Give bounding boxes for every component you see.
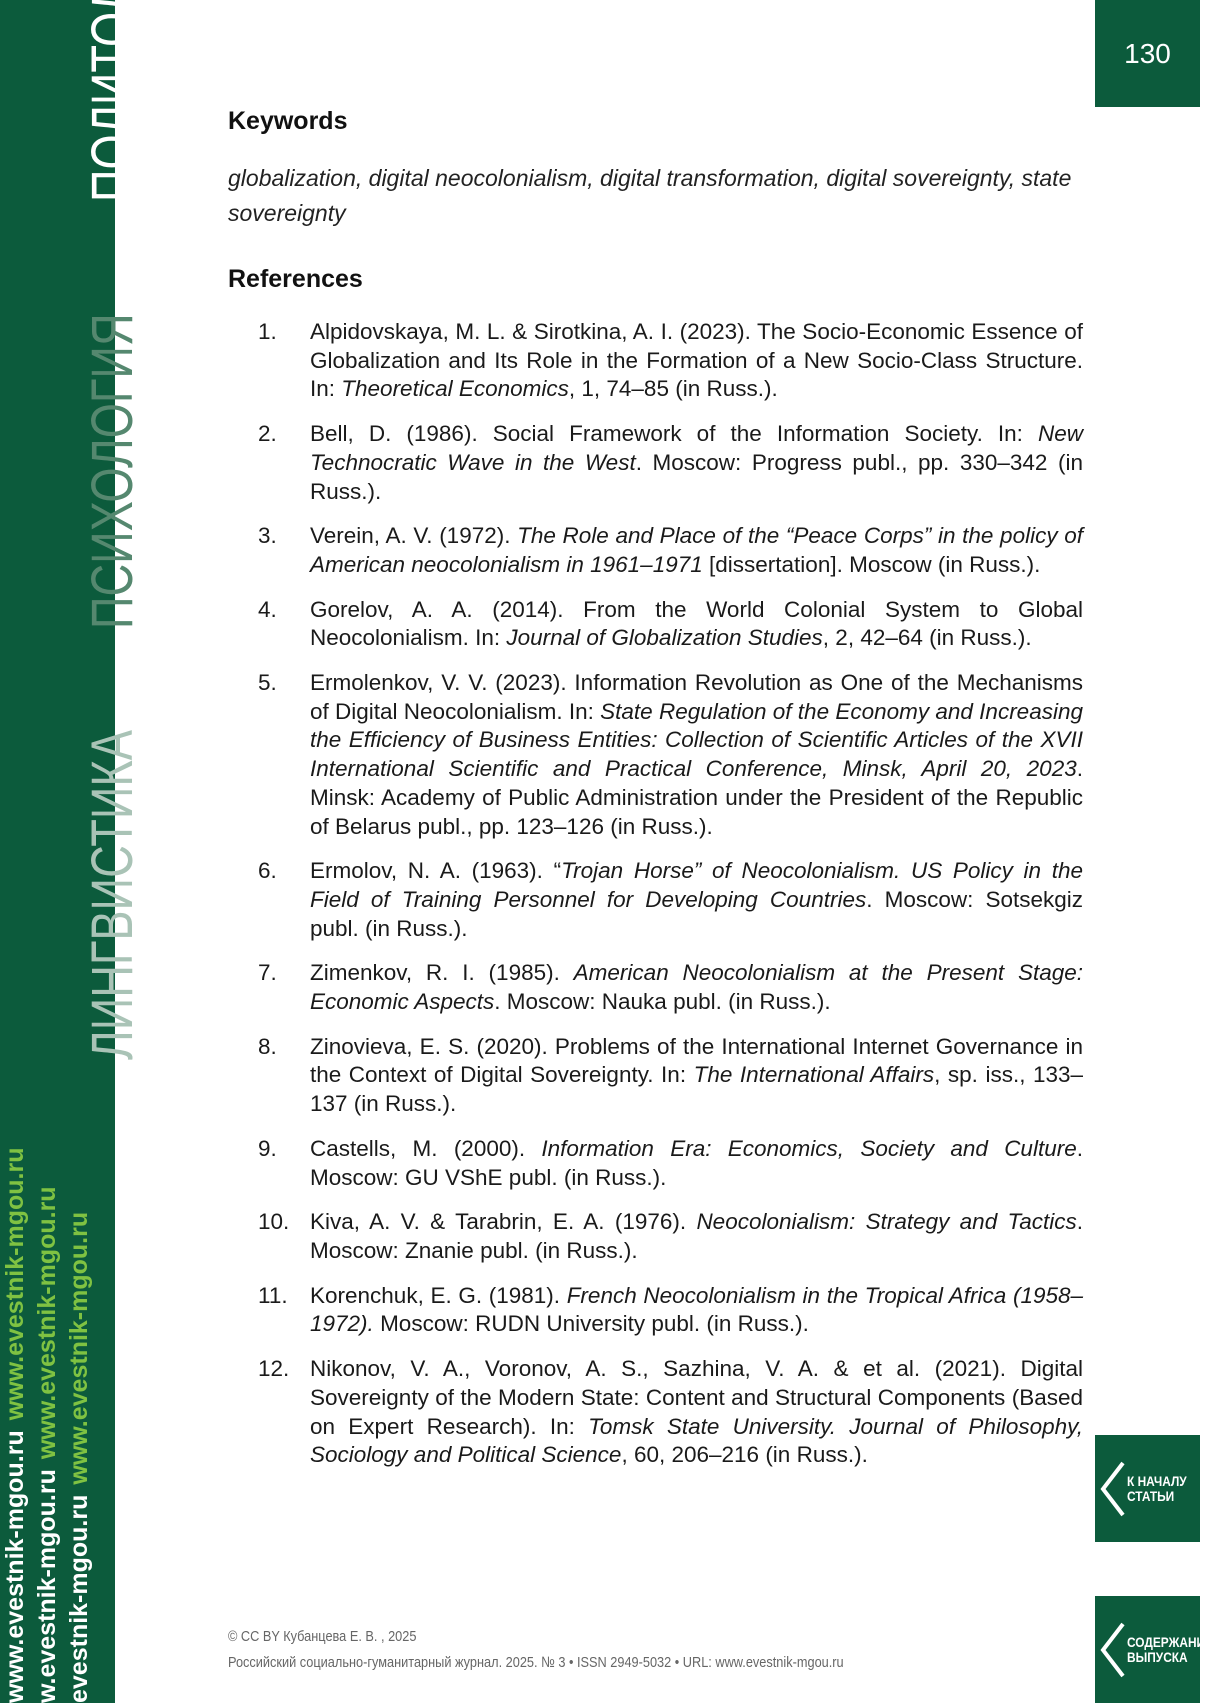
reference-item xyxy=(228,959,1083,1016)
references-heading: References xyxy=(228,265,363,294)
reference-text: , 1, 74–85 (in Russ.). xyxy=(569,376,778,401)
references-list xyxy=(228,318,1083,1486)
reference-text: Alpidovskaya, M. L. & Sirotkina, A. I. (2023). The Socio-Economic Essence of Globalization and Its Role in the Formation of a New Socio-Class Structure. In: xyxy=(310,319,1083,401)
reference-text: . Moscow: Progress publ., pp. 330–342 (in Russ.). xyxy=(310,450,1083,504)
reference-source-title: New Technocratic Wave in the West xyxy=(310,421,1083,475)
reference-number: 11. xyxy=(258,1282,288,1311)
subject-linguistics: ЛИНГВИСТИКА xyxy=(84,730,142,1060)
reference-number: 9. xyxy=(258,1135,277,1164)
subject-political-science: ПОЛИТОЛОГИЯ xyxy=(84,0,142,202)
reference-text: Zimenkov, R. I. (1985). xyxy=(310,960,574,985)
reference-source-title: The Role and Place of the “Peace Corps” in the policy of American neocolonialism in 1961–1971 xyxy=(310,523,1083,577)
reference-number: 12. xyxy=(258,1355,289,1384)
reference-item xyxy=(228,857,1083,943)
reference-text: Korenchuk, E. G. (1981). xyxy=(310,1283,567,1308)
reference-item xyxy=(228,1033,1083,1119)
reference-source-title: The International Affairs xyxy=(694,1062,935,1087)
copyright-line: © CC BY Кубанцева Е. В. , 2025 xyxy=(228,1624,844,1650)
journal-url-link[interactable]: evestnik-mgou.ru xyxy=(65,1495,93,1703)
page-footer xyxy=(228,1624,952,1676)
chevron-left-icon xyxy=(1099,1620,1129,1680)
reference-source-title: Tomsk State University. Journal of Philosophy, Sociology and Political Science xyxy=(310,1414,1083,1468)
chevron-left-icon xyxy=(1099,1459,1129,1519)
journal-info-line: Российский социально-гуманитарный журнал. 2025. № 3 • ISSN 2949-5032 • URL: www.evestnik-mgou.ru xyxy=(228,1650,844,1676)
reference-item xyxy=(228,1355,1083,1470)
reference-source-title: American Neocolonialism at the Present Stage: Economic Aspects xyxy=(310,960,1083,1014)
reference-text: Bell, D. (1986). Social Framework of the Information Society. In: xyxy=(310,421,1038,446)
page-number: 130 xyxy=(1095,0,1200,107)
reference-item xyxy=(228,420,1083,506)
journal-url-block xyxy=(0,1138,96,1703)
reference-number: 7. xyxy=(258,959,277,988)
keywords-heading: Keywords xyxy=(228,107,347,136)
reference-text: Castells, M. (2000). xyxy=(310,1136,541,1161)
reference-text: Moscow: RUDN University publ. (in Russ.). xyxy=(374,1311,809,1336)
reference-source-title: Neocolonialism: Strategy and Tactics xyxy=(696,1209,1076,1234)
reference-number: 4. xyxy=(258,596,277,625)
reference-number: 8. xyxy=(258,1033,277,1062)
reference-text: , sp. iss., 133–137 (in Russ.). xyxy=(310,1062,1083,1116)
reference-text: . Moscow: Sotsekgiz publ. (in Russ.). xyxy=(310,887,1083,941)
reference-source-title: Journal of Globalization Studies xyxy=(506,625,822,650)
left-sidebar xyxy=(0,0,115,1703)
reference-item xyxy=(228,1208,1083,1265)
section-subjects xyxy=(84,0,142,1060)
url-row xyxy=(32,1138,64,1703)
journal-url-link[interactable]: www.evestnik-mgou.ru xyxy=(65,1212,93,1485)
reference-number: 10. xyxy=(258,1208,289,1237)
reference-text: . Moscow: GU VShE publ. (in Russ.). xyxy=(310,1136,1083,1190)
reference-item xyxy=(228,669,1083,841)
reference-number: 6. xyxy=(258,857,277,886)
journal-url-link[interactable]: www.evestnik-mgou.ru xyxy=(33,1186,61,1459)
reference-text: Ermolov, N. A. (1963). “ xyxy=(310,858,561,883)
reference-source-title: State Regulation of the Economy and Increasing the Efficiency of Business Entities: Collection of Scientific Articles of the XVII International Scientific and Practical Conference, Minsk, April 20, 2023 xyxy=(310,699,1083,781)
reference-number: 1. xyxy=(258,318,277,347)
reference-source-title: Trojan Horse” of Neocolonialism. US Policy in the Field of Training Personnel for Developing Countries xyxy=(310,858,1083,912)
reference-text: . Moscow: Znanie publ. (in Russ.). xyxy=(310,1209,1083,1263)
reference-text: Kiva, A. V. & Tarabrin, E. A. (1976). xyxy=(310,1209,696,1234)
reference-item xyxy=(228,596,1083,653)
reference-text: , 2, 42–64 (in Russ.). xyxy=(823,625,1032,650)
reference-text: . Moscow: Nauka publ. (in Russ.). xyxy=(494,989,830,1014)
journal-url-link[interactable]: www.evestnik-mgou.ru xyxy=(1,1148,29,1421)
reference-text: Nikonov, V. A., Voronov, A. S., Sazhina, V. A. & et al. (2021). Digital Sovereignty of the Modern State: Content and Structural Components (Based on Expert Research). In: xyxy=(310,1356,1083,1438)
url-row xyxy=(0,1138,32,1703)
keywords-text: globalization, digital neocolonialism, digital transformation, digital sovereignty, state sovereignty xyxy=(228,161,1083,231)
reference-number: 5. xyxy=(258,669,277,698)
reference-item xyxy=(228,1135,1083,1192)
reference-source-title: Information Era: Economics, Society and Culture xyxy=(541,1136,1076,1161)
reference-text: Verein, A. V. (1972). xyxy=(310,523,517,548)
reference-text: Gorelov, A. A. (2014). From the World Colonial System to Global Neocolonialism. In: xyxy=(310,597,1083,651)
reference-text: Zinovieva, E. S. (2020). Problems of the International Internet Governance in the Context of Digital Sovereignty. In: xyxy=(310,1034,1083,1088)
to-issue-contents-button[interactable] xyxy=(1095,1596,1200,1703)
reference-text: Ermolenkov, V. V. (2023). Information Revolution as One of the Mechanisms of Digital Neocolonialism. In: xyxy=(310,670,1083,724)
reference-text: [dissertation]. Moscow (in Russ.). xyxy=(703,552,1041,577)
journal-url-link[interactable]: www.evestnik-mgou.ru xyxy=(1,1430,29,1703)
reference-source-title: French Neocolonialism in the Tropical Africa (1958–1972). xyxy=(310,1283,1083,1337)
url-row xyxy=(64,1138,96,1703)
reference-source-title: Theoretical Economics xyxy=(341,376,569,401)
reference-item xyxy=(228,1282,1083,1339)
reference-number: 3. xyxy=(258,522,277,551)
to-article-start-label: К НАЧАЛУ СТАТЬИ xyxy=(1127,1474,1187,1504)
reference-item xyxy=(228,522,1083,579)
reference-item xyxy=(228,318,1083,404)
subject-psychology: ПСИХОЛОГИЯ xyxy=(84,313,142,629)
reference-text: . Minsk: Academy of Public Administration under the President of the Republic of Belarus publ., pp. 123–126 (in Russ.). xyxy=(310,756,1083,838)
journal-url-link[interactable]: w.evestnik-mgou.ru xyxy=(33,1469,61,1703)
to-issue-contents-label: СОДЕРЖАНИЕ ВЫПУСКА xyxy=(1127,1635,1213,1665)
reference-text: , 60, 206–216 (in Russ.). xyxy=(621,1442,867,1467)
to-article-start-button[interactable] xyxy=(1095,1435,1200,1542)
reference-number: 2. xyxy=(258,420,277,449)
